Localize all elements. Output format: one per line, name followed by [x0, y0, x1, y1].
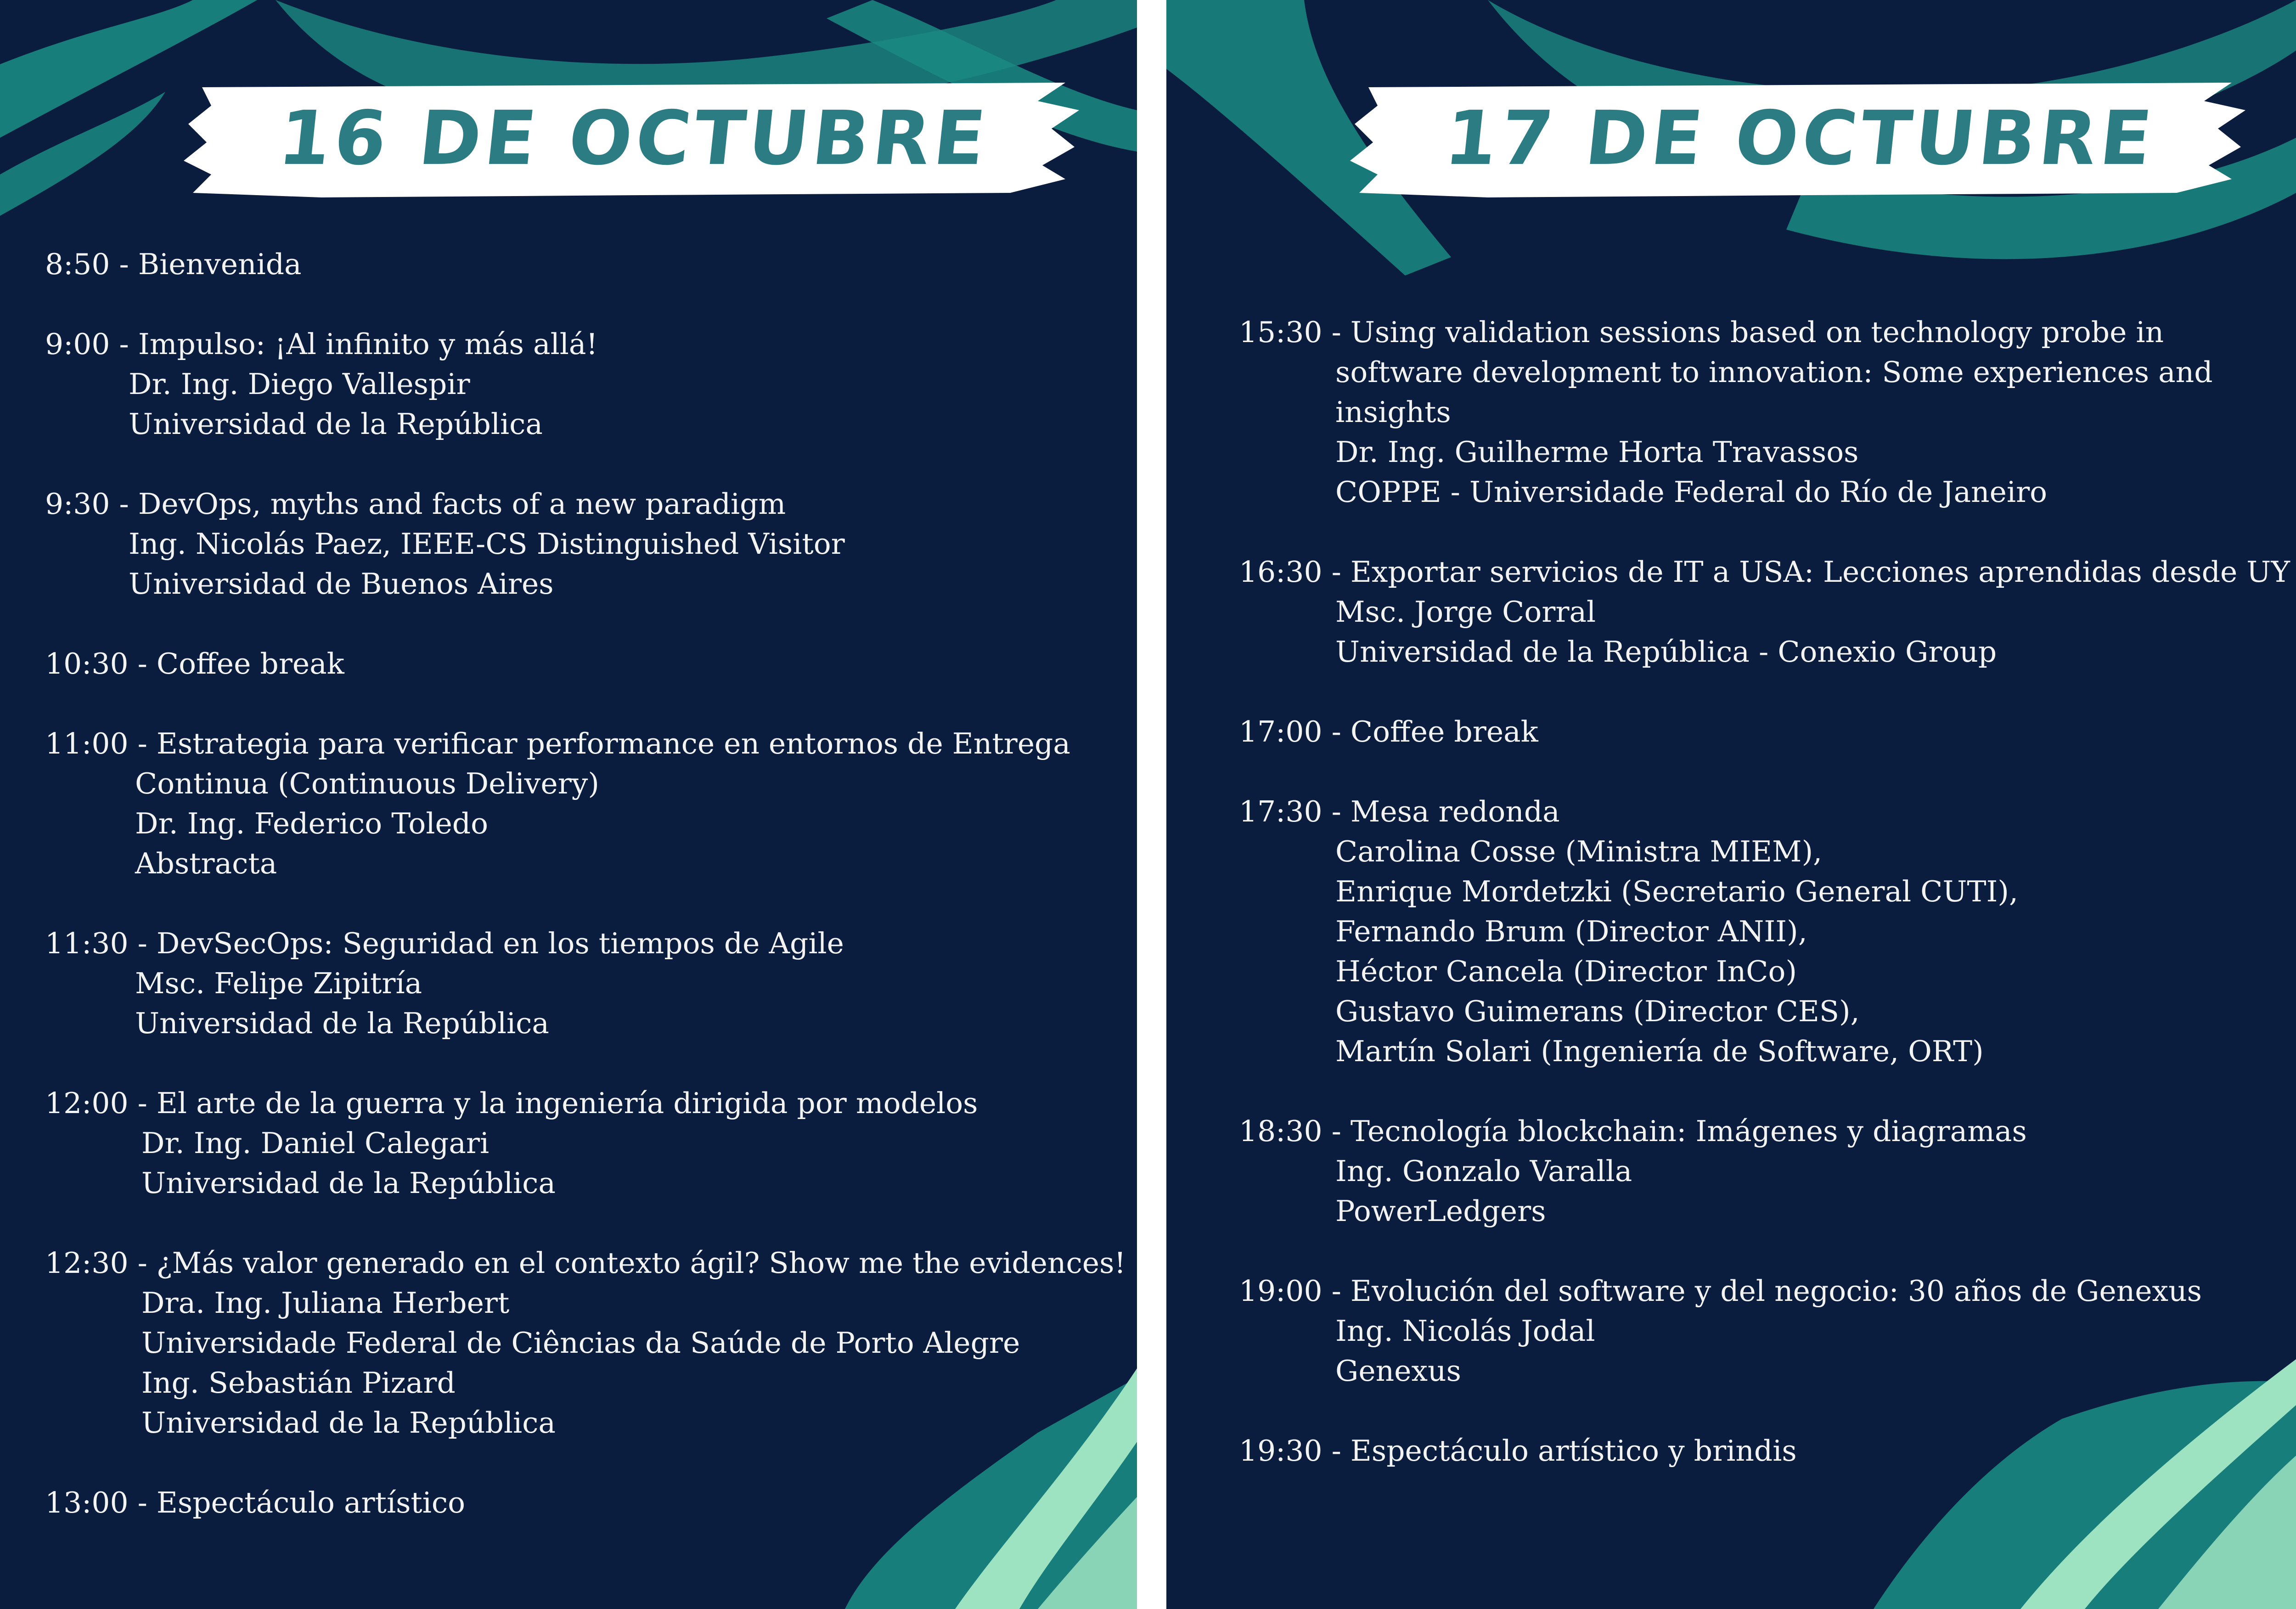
- entry-detail: PowerLedgers: [1335, 1194, 1546, 1228]
- schedule-entry: [45, 1483, 1120, 1523]
- entry-heading: [1239, 712, 2286, 752]
- entry-time: 18:30: [1239, 1114, 1322, 1148]
- entry-time: 10:30: [45, 647, 129, 681]
- entry-detail: Genexus: [1335, 1354, 1461, 1388]
- entry-detail: Ing. Sebastián Pizard: [141, 1366, 456, 1400]
- schedule-entry: [1239, 1111, 2286, 1231]
- entry-title: Evolución del software y del negocio: 30 años de Genexus: [1350, 1274, 2202, 1308]
- entry-detail: Martín Solari (Ingeniería de Software, ORT): [1335, 1035, 1984, 1068]
- entry-separator: -: [110, 248, 138, 281]
- entry-detail: Continua (Continuous Delivery): [135, 767, 599, 800]
- entry-separator: -: [128, 727, 157, 760]
- entry-separator: -: [128, 1086, 157, 1120]
- entry-heading: [1239, 1111, 2286, 1151]
- entry-detail: Ing. Nicolás Paez, IEEE-CS Distinguished Visitor: [129, 527, 845, 561]
- schedule-entry: [1239, 792, 2286, 1071]
- entry-title: Using validation sessions based on technology probe in: [1350, 315, 2164, 349]
- entry-time: 9:30: [45, 487, 110, 521]
- entry-title: DevOps, myths and facts of a new paradigm: [138, 487, 786, 521]
- entry-separator: -: [128, 927, 157, 960]
- entry-heading: [45, 1083, 1120, 1123]
- schedule-entry: [1239, 552, 2290, 672]
- day-1-panel: [0, 0, 1137, 1609]
- entry-separator: -: [128, 1246, 157, 1280]
- entry-title: Espectáculo artístico y brindis: [1350, 1434, 1797, 1468]
- entry-time: 12:30: [45, 1246, 129, 1280]
- entry-heading: [45, 324, 1120, 364]
- entry-separator: -: [1322, 1274, 1351, 1308]
- entry-heading: [45, 244, 1120, 284]
- day-2-banner: [1350, 69, 2250, 216]
- entry-title: ¿Más valor generado en el contexto ágil? Show me the evidences!: [156, 1246, 1126, 1280]
- entry-time: 19:30: [1239, 1434, 1322, 1468]
- entry-heading: [1239, 552, 2290, 592]
- schedule-entry: [45, 484, 1120, 604]
- entry-time: 17:00: [1239, 715, 1322, 748]
- entry-separator: -: [1322, 315, 1351, 349]
- schedule-entry: [45, 1243, 1126, 1443]
- entry-time: 16:30: [1239, 555, 1322, 589]
- entry-heading: [45, 484, 1120, 524]
- entry-title: Estrategia para verificar performance en entornos de Entrega: [156, 727, 1070, 760]
- entry-separator: -: [1322, 555, 1351, 589]
- schedule-entry: [45, 244, 1120, 284]
- entry-heading: [1239, 1431, 2286, 1471]
- entry-time: 17:30: [1239, 795, 1322, 828]
- entry-detail: Ing. Nicolás Jodal: [1335, 1314, 1595, 1348]
- entry-separator: -: [1322, 715, 1351, 748]
- entry-time: 19:00: [1239, 1274, 1322, 1308]
- schedule-entry: [1239, 712, 2286, 752]
- entry-detail: Ing. Gonzalo Varalla: [1335, 1154, 1632, 1188]
- entry-heading: [45, 923, 1120, 963]
- entry-title: Coffee break: [1350, 715, 1538, 748]
- entry-separator: -: [110, 327, 138, 361]
- entry-time: 8:50: [45, 248, 110, 281]
- schedule-entry: [45, 644, 1120, 684]
- entry-detail: Msc. Jorge Corral: [1335, 595, 1596, 629]
- entry-detail: Dra. Ing. Juliana Herbert: [141, 1286, 510, 1320]
- entry-separator: -: [110, 487, 138, 521]
- entry-heading: [45, 724, 1120, 764]
- entry-title: Coffee break: [156, 647, 344, 681]
- entry-separator: -: [1322, 1114, 1351, 1148]
- entry-detail: Abstracta: [135, 847, 277, 880]
- entry-time: 12:00: [45, 1086, 129, 1120]
- entry-detail: Universidad de la República - Conexio Group: [1335, 635, 1997, 669]
- entry-separator: -: [1322, 1434, 1351, 1468]
- day-2-title: 17 DE OCTUBRE: [1441, 96, 2160, 182]
- day-2-schedule: [1239, 312, 2290, 1511]
- entry-separator: -: [128, 647, 157, 681]
- entry-time: 13:00: [45, 1486, 129, 1519]
- entry-title: El arte de la guerra y la ingeniería dirigida por modelos: [156, 1086, 978, 1120]
- entry-detail: Universidade Federal de Ciências da Saúde de Porto Alegre: [141, 1326, 1020, 1360]
- entry-time: 11:30: [45, 927, 129, 960]
- entry-detail: Msc. Felipe Zipitría: [135, 967, 422, 1000]
- entry-detail: Universidad de Buenos Aires: [129, 567, 554, 601]
- entry-detail: Gustavo Guimerans (Director CES),: [1335, 995, 1860, 1028]
- entry-separator: -: [128, 1486, 157, 1519]
- entry-detail: Dr. Ing. Federico Toledo: [135, 807, 489, 840]
- entry-title: Mesa redonda: [1350, 795, 1560, 828]
- entry-heading: [1239, 312, 2286, 352]
- entry-detail: Universidad de la República: [141, 1406, 556, 1440]
- entry-detail: Universidad de la República: [129, 407, 543, 441]
- entry-title: Tecnología blockchain: Imágenes y diagramas: [1350, 1114, 2027, 1148]
- entry-detail: COPPE - Universidade Federal do Río de Janeiro: [1335, 475, 2048, 509]
- entry-detail: software development to innovation: Some experiences and: [1335, 355, 2213, 389]
- entry-heading: [45, 1243, 1126, 1283]
- entry-heading: [1239, 1271, 2286, 1311]
- entry-title: Impulso: ¡Al infinito y más allá!: [138, 327, 598, 361]
- entry-separator: -: [1322, 795, 1351, 828]
- schedule-entry: [45, 1083, 1120, 1203]
- entry-title: Bienvenida: [138, 248, 302, 281]
- day-2-panel: [1166, 0, 2296, 1609]
- entry-detail: insights: [1335, 395, 1451, 429]
- entry-detail: Dr. Ing. Daniel Calegari: [141, 1126, 490, 1160]
- entry-detail: Fernando Brum (Director ANII),: [1335, 915, 1807, 948]
- entry-detail: Héctor Cancela (Director InCo): [1335, 955, 1797, 988]
- entry-detail: Universidad de la República: [135, 1007, 549, 1040]
- schedule-entry: [1239, 1431, 2286, 1471]
- entry-heading: [45, 644, 1120, 684]
- entry-heading: [45, 1483, 1120, 1523]
- entry-title: DevSecOps: Seguridad en los tiempos de Agile: [156, 927, 844, 960]
- schedule-entry: [45, 324, 1120, 444]
- entry-time: 15:30: [1239, 315, 1322, 349]
- day-1-schedule: [45, 244, 1126, 1563]
- entry-detail: Dr. Ing. Guilherme Horta Travassos: [1335, 435, 1859, 469]
- entry-title: Exportar servicios de IT a USA: Lecciones aprendidas desde UY: [1350, 555, 2290, 589]
- schedule-entry: [45, 923, 1120, 1043]
- entry-detail: Dr. Ing. Diego Vallespir: [129, 367, 470, 401]
- day-1-title: 16 DE OCTUBRE: [274, 96, 993, 182]
- entry-time: 11:00: [45, 727, 129, 760]
- entry-time: 9:00: [45, 327, 110, 361]
- schedule-entry: [45, 724, 1120, 883]
- entry-detail: Enrique Mordetzki (Secretario General CUTI),: [1335, 875, 2018, 908]
- entry-heading: [1239, 792, 2286, 832]
- schedule-entry: [1239, 312, 2286, 512]
- day-1-banner: [184, 69, 1084, 216]
- schedule-entry: [1239, 1271, 2286, 1391]
- entry-title: Espectáculo artístico: [156, 1486, 466, 1519]
- entry-detail: Universidad de la República: [141, 1166, 556, 1200]
- entry-detail: Carolina Cosse (Ministra MIEM),: [1335, 835, 1823, 868]
